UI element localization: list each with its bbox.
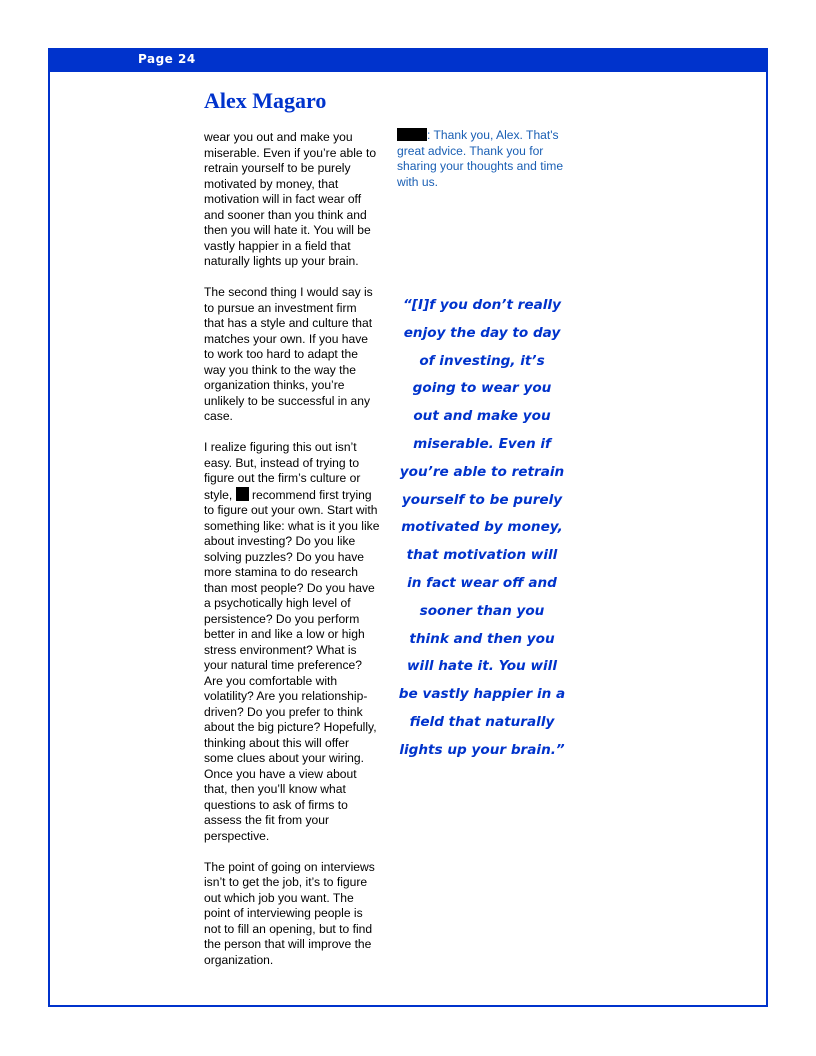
redaction-box — [236, 487, 249, 501]
paragraph: wear you out and make you miserable. Even if you’re able to retrain yourself to be purely motivated by money, that motivation will in fact wear off and sooner than you think and then you will hate it. You will be vastly happier in a field that naturally lights up your brain. — [204, 130, 377, 268]
paragraph-text: recommend first trying to figure out your own. Start with something like: what is it you like about investing? Do you like solving puzzles? Do you have more stamina to do research than most people? Do you have a psychotically high level of persistence? Do you perform better in and like a low or high stress environment? What is your natural time preference? Are you comfortable with volatility? Are you relationship-driven? Do you prefer to think about the big picture? Hopefully, thinking about this will offer some clues about your wiring. Once you have a view about that, then you’ll know what questions to ask of firms to assess the fit from your perspective. — [204, 487, 380, 843]
paragraph — [204, 440, 380, 844]
page-number: Page 24 — [138, 52, 196, 66]
author-heading: Alex Magaro — [204, 88, 327, 113]
article-left-column — [204, 130, 380, 984]
paragraph: The second thing I would say is to pursue an investment firm that has a style and culture that matches your own. If you have to work too hard to adapt the way you think to the way the organization thinks, you’re unlikely to be successful in any case. — [204, 285, 373, 423]
pull-quote: “[I]f you don’t really enjoy the day to day of investing, it’s going to wear you out and make you miserable. Even if you’re able to retrain yourself to be purely motivated by money, that motivation will in fact wear off and sooner than you think and then you will hate it. You will be vastly happier in a field that naturally lights up your brain.” — [398, 297, 566, 758]
paragraph: The point of going on interviews isn’t to get the job, it’s to figure out which job you want. The point of interviewing people is not to fill an opening, but to find the person that will improve the organization. — [204, 859, 375, 967]
paragraph-text: I realize figuring this out isn’t easy. But, instead of trying to figure out the firm’s culture or style, — [204, 440, 361, 502]
reply-text: : Thank you, Alex. That's great advice. Thank you for sharing your thoughts and time with us. — [397, 128, 564, 189]
article-right-column — [397, 128, 575, 190]
redaction-box — [397, 128, 427, 141]
interviewer-reply — [397, 128, 575, 190]
